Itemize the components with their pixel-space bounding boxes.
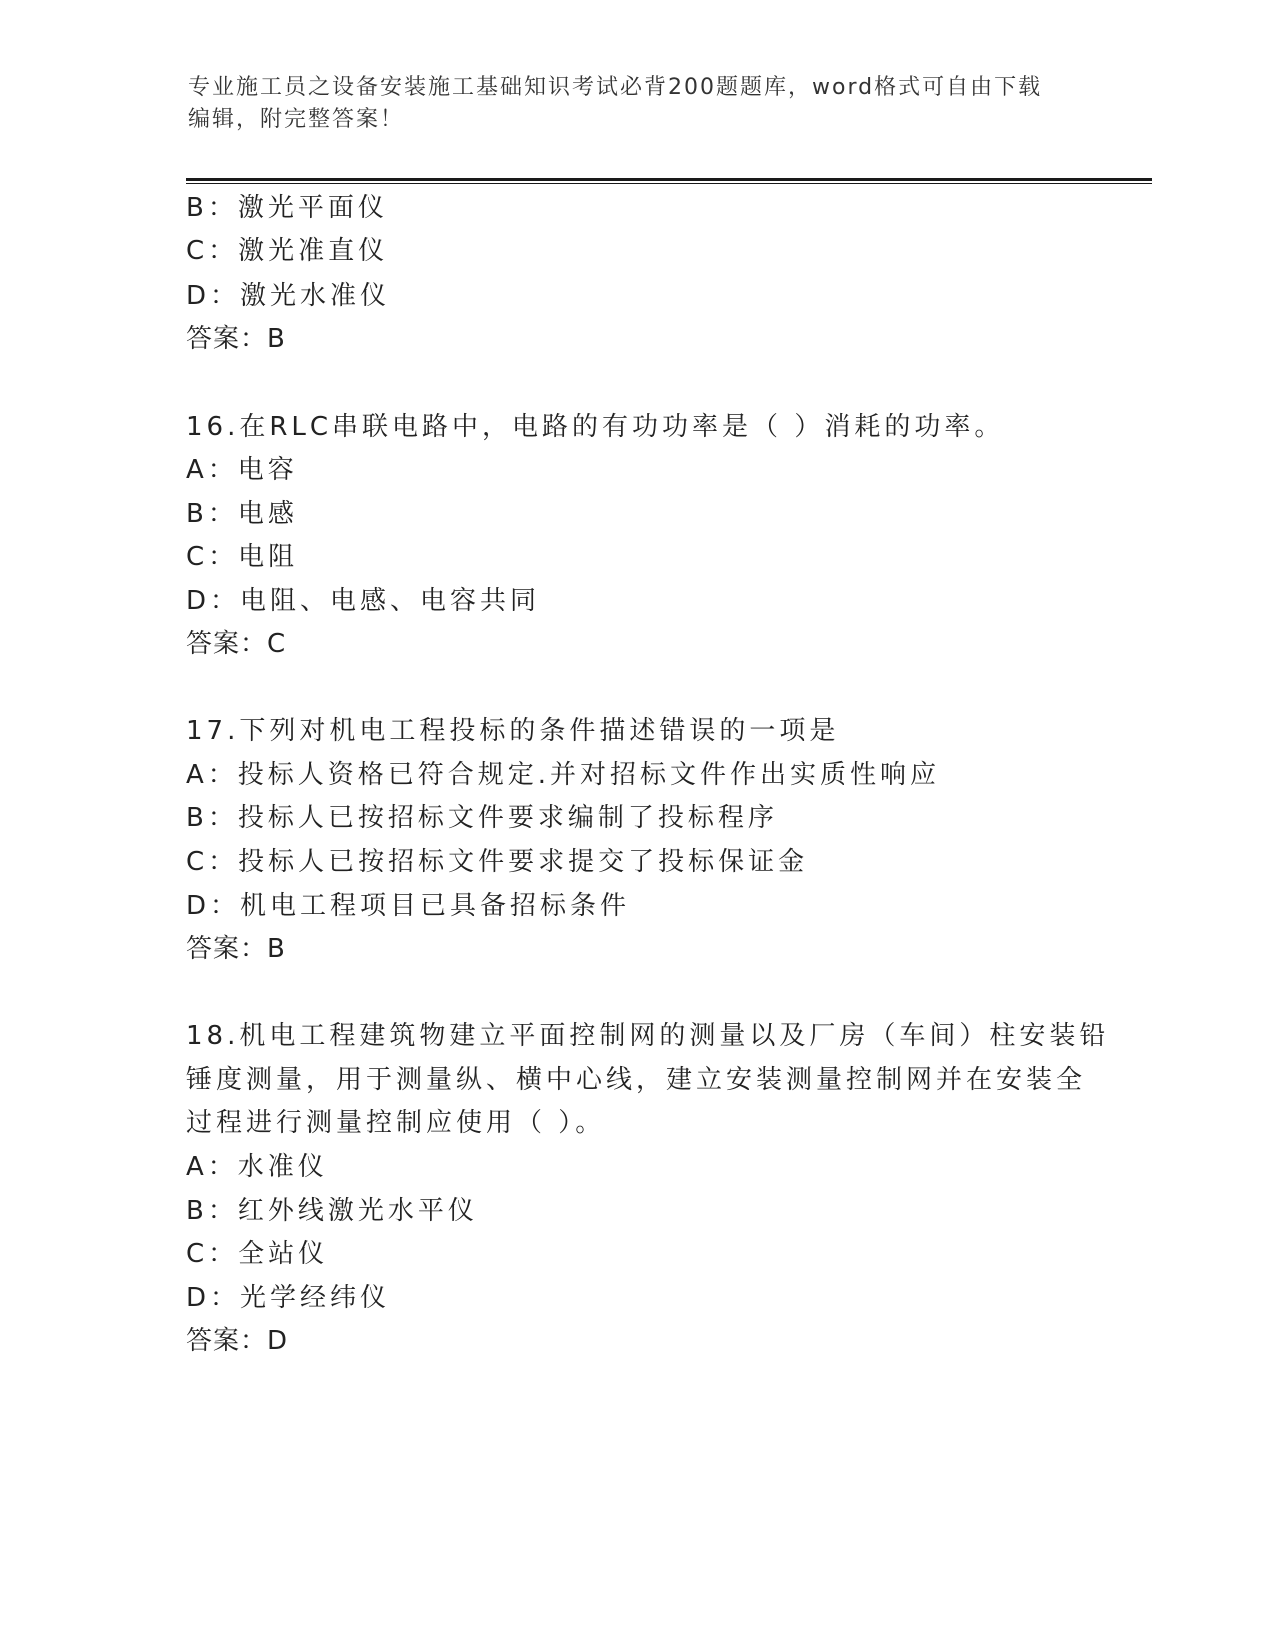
q18-option-b: B：红外线激光水平仪 (186, 1196, 478, 1226)
q15-option-b: B：激光平面仪 (186, 193, 388, 223)
q17-stem: 17.下列对机电工程投标的条件描述错误的一项是 (186, 716, 840, 746)
document-header (188, 72, 1088, 136)
q15-option-c: C：激光准直仪 (186, 236, 389, 266)
q18-option-c: C：全站仪 (186, 1239, 329, 1269)
q18-stem-line-2: 锤度测量，用于测量纵、横中心线，建立安装测量控制网并在安装全 (186, 1065, 1087, 1095)
header-divider-thin (186, 183, 1152, 184)
q18-option-d: D：光学经纬仪 (186, 1283, 391, 1313)
q15-option-d: D：激光水准仪 (186, 281, 391, 311)
q16-stem: 16.在RLC串联电路中，电路的有功功率是（ ）消耗的功率。 (186, 412, 1005, 442)
q16-option-a: A：电容 (186, 455, 298, 485)
header-divider-thick (186, 178, 1152, 181)
q16-option-b: B：电感 (186, 499, 298, 529)
q17-option-d: D：机电工程项目已具备招标条件 (186, 891, 631, 921)
q18-answer: 答案：D (186, 1326, 289, 1356)
q15-answer: 答案：B (186, 324, 286, 354)
q18-stem-line-3: 过程进行测量控制应使用（ ）。 (186, 1108, 606, 1138)
q16-answer: 答案：C (186, 629, 287, 659)
q16-option-c: C：电阻 (186, 542, 299, 572)
q18-stem-line-1: 18.机电工程建筑物建立平面控制网的测量以及厂房（车间）柱安装铅 (186, 1021, 1110, 1051)
q16-option-d: D：电阻、电感、电容共同 (186, 586, 541, 616)
header-title-line-2: 编辑，附完整答案！ (188, 107, 405, 132)
q17-option-b: B：投标人已按招标文件要求编制了投标程序 (186, 803, 778, 833)
q17-answer: 答案：B (186, 934, 286, 964)
q18-option-a: A：水准仪 (186, 1152, 328, 1182)
q17-option-c: C：投标人已按招标文件要求提交了投标保证金 (186, 847, 809, 877)
header-title-line-1: 专业施工员之设备安装施工基础知识考试必背200题题库，word格式可自由下载 (188, 75, 1043, 100)
q17-option-a: A：投标人资格已符合规定.并对招标文件作出实质性响应 (186, 760, 941, 790)
